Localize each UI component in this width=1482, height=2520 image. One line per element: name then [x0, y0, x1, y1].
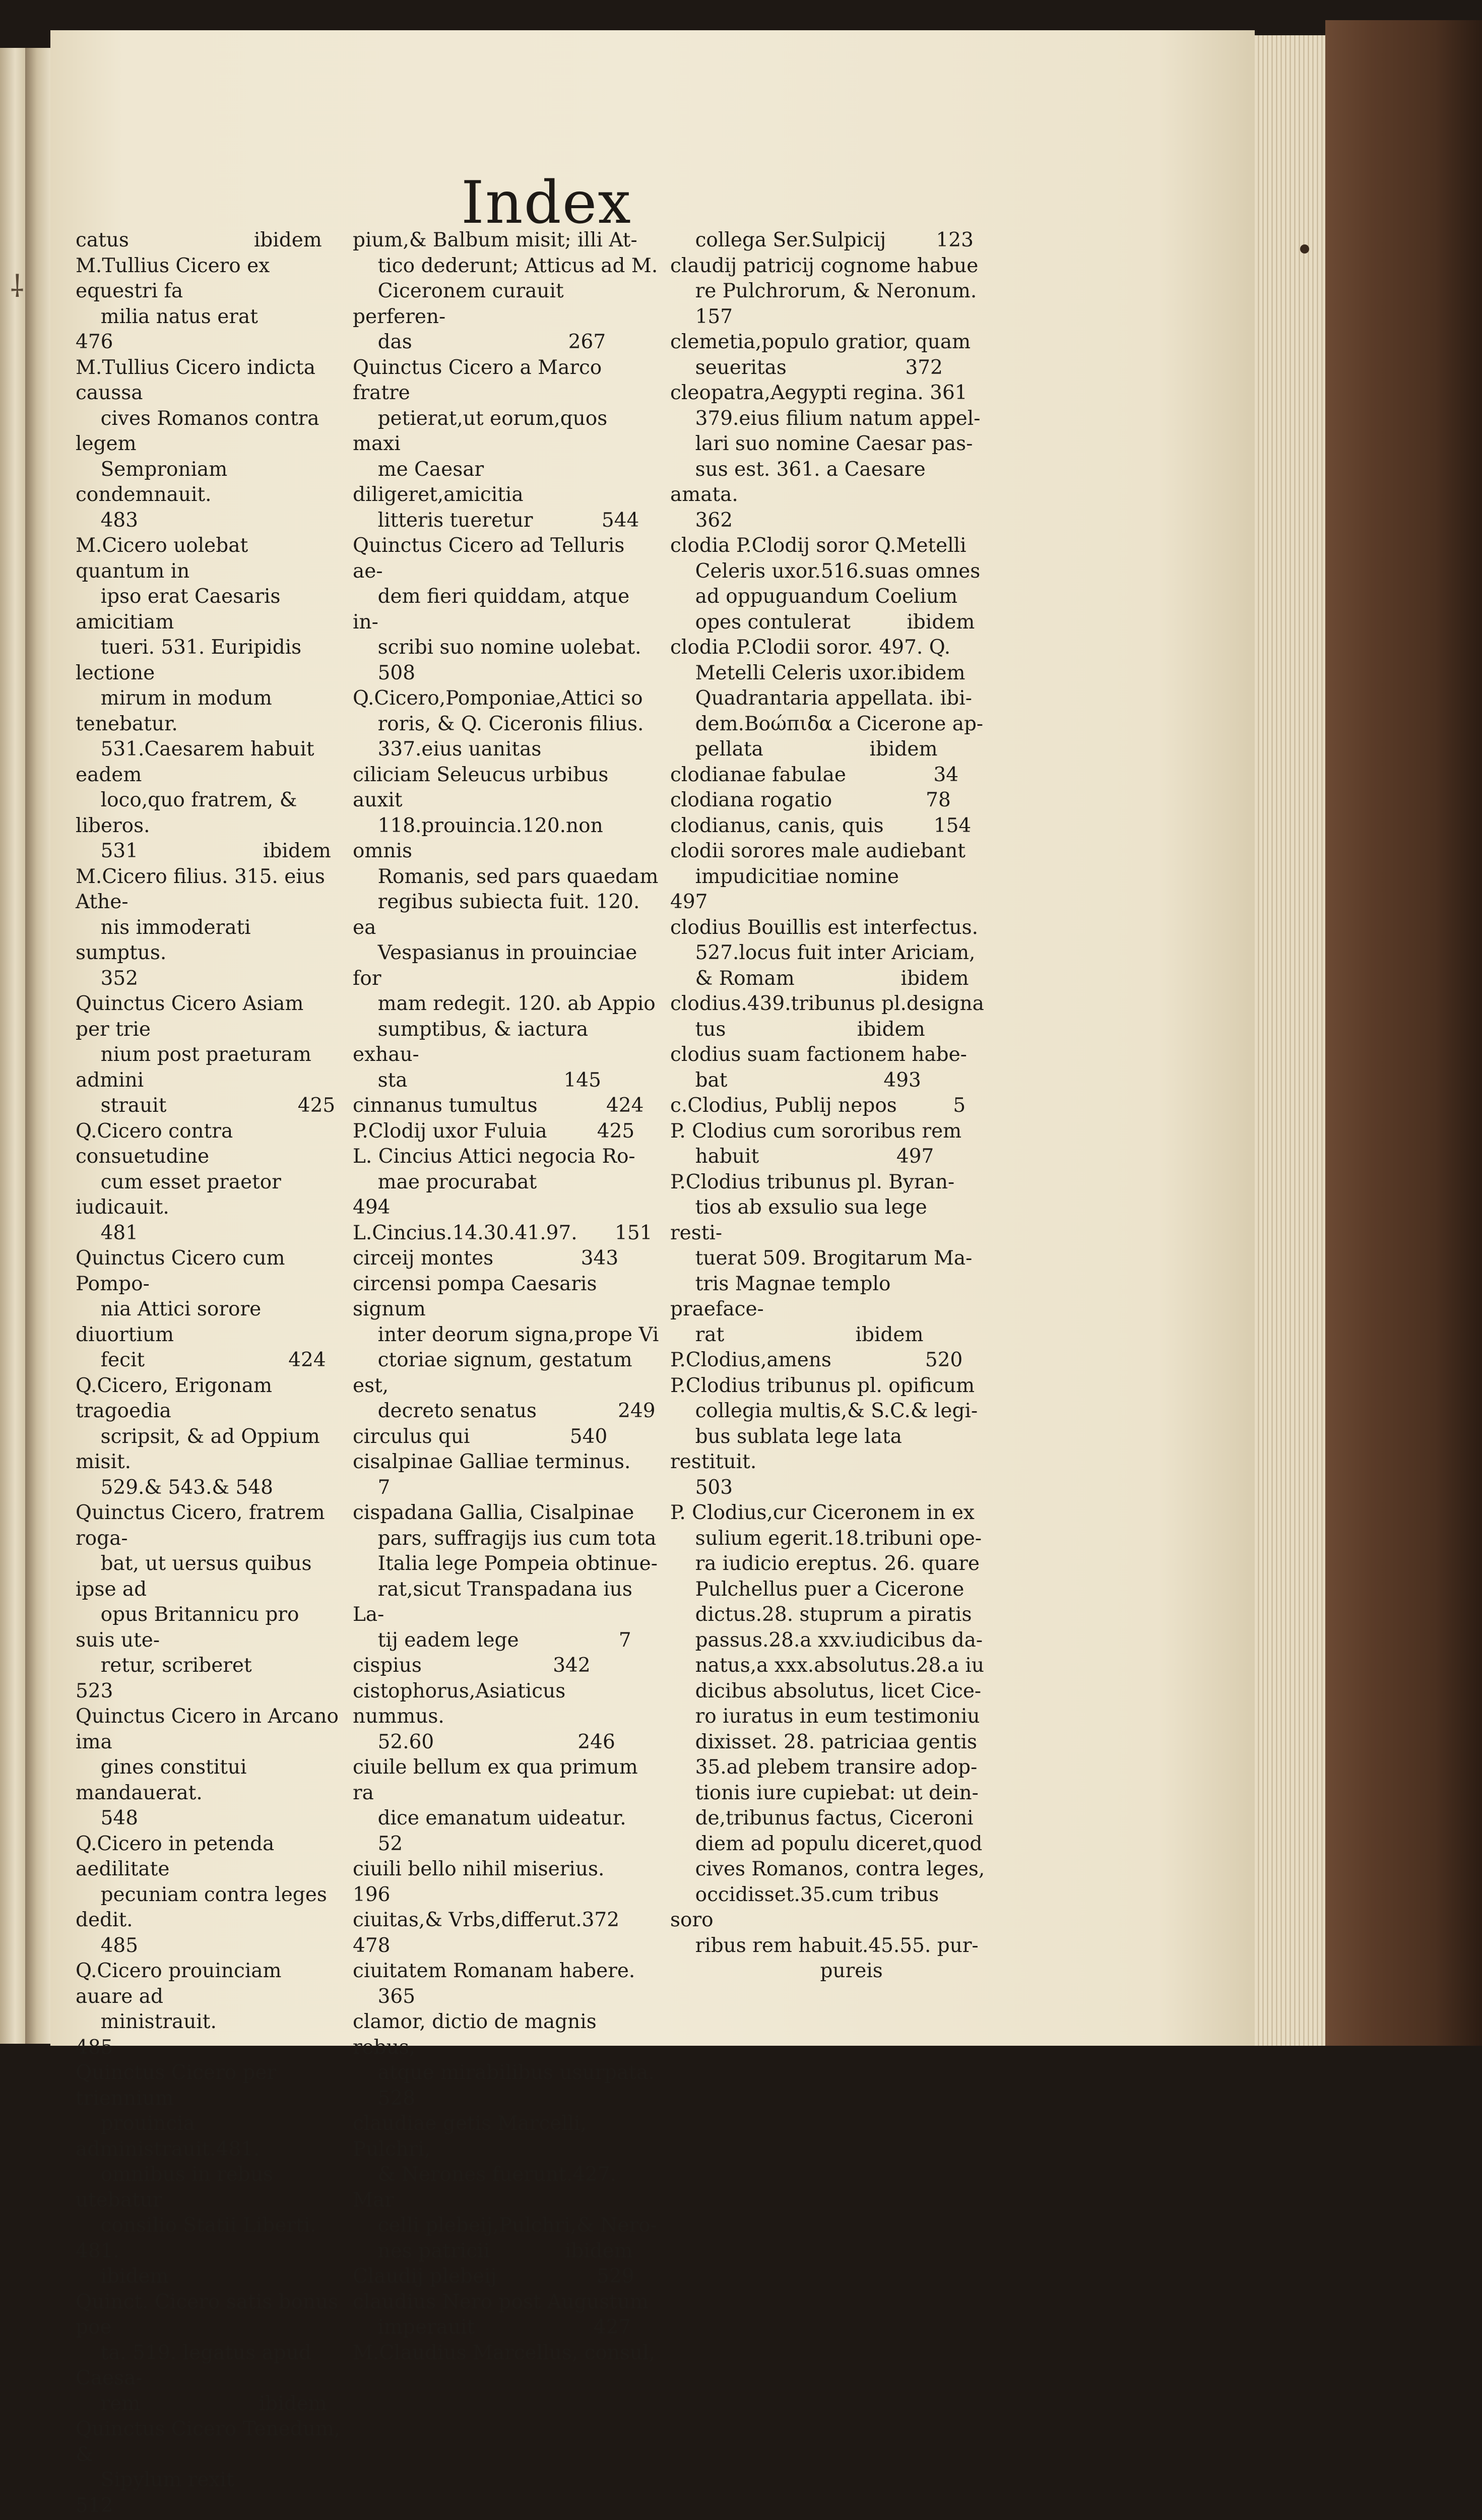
index-line: 548	[76, 1807, 139, 1830]
index-line: clodius Bouillis est interfectus.	[670, 916, 979, 939]
index-line: circeij montes 343	[353, 1247, 619, 1270]
index-line: 362	[670, 509, 733, 532]
index-line: ibidem	[76, 2265, 169, 2288]
index-line: cispadana Gallia, Cisalpinae	[353, 1501, 634, 1524]
index-line: nium post praeturam admini	[76, 1043, 318, 1092]
index-line: lari suo nomine Caesar pas-	[670, 432, 973, 455]
index-line: 528	[353, 2087, 416, 2110]
index-line: 503	[670, 1476, 733, 1499]
index-line: Quadrantaria appellata. ibi-	[670, 687, 972, 710]
left-page-edge	[0, 48, 25, 2044]
index-line: sta 145	[353, 1068, 601, 1092]
index-line: P. Clodius,cur Ciceronem in ex	[670, 1501, 975, 1524]
index-line: de,tribunus factus, Ciceroni	[670, 1807, 974, 1830]
index-line: pureis	[670, 1960, 883, 1982]
index-line: passus.28.a xxv.iudicibus da-	[670, 1628, 983, 1652]
index-line: mirum in modum tenebatur.	[76, 687, 279, 735]
index-line: loco,quo fratrem, & liberos.	[76, 789, 303, 837]
index-line: 379.eius filium natum appel-	[670, 407, 981, 430]
index-line: bus sublata lege lata restituit.	[670, 1425, 909, 1473]
index-line: sulium egerit.18.tribuni ope-	[670, 1527, 982, 1550]
index-line: scribi suo nomine uolebat.	[353, 636, 641, 659]
index-line: consilio Statii Liberti. 481.	[76, 2214, 323, 2262]
index-line: P.Clodius,amens 520	[670, 1349, 963, 1371]
index-line: celli plebeij,Pulchri,& Nero-	[353, 2214, 657, 2237]
index-line: 52	[353, 1832, 403, 1855]
page-title: Index	[461, 169, 632, 237]
index-line: opes contulerat ibidem	[670, 610, 975, 634]
index-line: Quinctus Cicero per triennium	[76, 2061, 283, 2110]
index-line: ipso erat Caesaris amicitiam	[76, 585, 287, 634]
index-line: rem ibidem	[76, 2392, 327, 2415]
index-line: L. Cincius Attici negocia Ro-	[353, 1145, 635, 1168]
index-line: dem.Βοώπιδα a Cicerone ap-	[670, 712, 984, 735]
index-line: 118.prouincia.120.non omnis	[353, 814, 610, 862]
index-line: clodii sorores male audiebant	[670, 840, 965, 862]
index-line: seueritas 372	[670, 356, 943, 379]
index-line: petierat,ut eorum,quos maxi	[353, 407, 614, 455]
index-line: P.Clodius tribunus pl. Byran-	[670, 1170, 955, 1193]
index-line: ciuile bellum ex qua primum ra	[353, 1756, 645, 1804]
index-line: tionis iure cupiebat: ut dein-	[670, 1781, 979, 1804]
index-line: Metelli Celeris uxor.ibidem	[670, 661, 965, 684]
index-line: nis immoderati sumptus.	[76, 916, 257, 964]
index-line: Quinctus Cicero ad Telluris ae-	[353, 534, 631, 583]
index-line: gines constitui mandauerat.	[76, 1756, 253, 1804]
index-line: circensi pompa Caesaris signum	[353, 1272, 603, 1320]
index-line: bat, ut uersus quibus ipse ad	[76, 1552, 318, 1601]
index-line: & Romam ibidem	[670, 967, 969, 990]
index-line: cives Romanos contra legem	[76, 407, 326, 455]
index-line: collegia multis,& S.C.& legi-	[670, 1400, 978, 1422]
index-line: clodia P.Clodij soror Q.Metelli	[670, 534, 966, 557]
index-line: omnibus in rebus utebatur	[76, 2163, 280, 2212]
index-line: tris Magnae templo praeface-	[670, 1272, 897, 1320]
index-line: fecit 424	[76, 1349, 326, 1371]
index-line: mae procurabat 494	[353, 1170, 624, 1219]
index-line: occidisset.35.cum tribus soro	[670, 1883, 945, 1931]
index-line: sumptibus, & iactura exhau-	[353, 1018, 595, 1066]
index-line: dice emanatum uideatur.	[353, 1807, 626, 1830]
index-line: Quinctus Cicero cum Pompo-	[76, 1247, 291, 1295]
index-line: rat ibidem	[670, 1323, 924, 1346]
index-line: M.Cicero uolebat quantum in	[76, 534, 254, 583]
index-line: circulus qui 540	[353, 1425, 608, 1448]
index-line: cispius 342	[353, 1654, 591, 1677]
index-line: ciuitatem Romanam habere.	[353, 1960, 635, 1982]
index-line: clamor, dictio de magnis rebus,	[353, 2010, 603, 2059]
index-line: pecuniam contra leges dedit.	[76, 1883, 334, 1931]
index-line: Ciceronem curauit perferen-	[353, 280, 570, 328]
index-line: pars, suffragijs ius cum tota	[353, 1527, 657, 1550]
index-line: pellata ibidem	[670, 738, 938, 761]
index-line: ro iuratus in eum testimoniu	[670, 1705, 980, 1728]
index-line: clodiana rogatio 78	[670, 789, 951, 811]
index-line: clodius suam factionem habe-	[670, 1043, 967, 1066]
index-line: milia natus erat 476	[76, 305, 333, 353]
index-line: retur, scriberet 523	[76, 1654, 327, 1703]
index-line: ctoriae signum, gestatum est,	[353, 1349, 639, 1397]
index-line: 531 ibidem	[76, 840, 331, 862]
index-line: re Pulchrorum, & Neronum.	[670, 280, 977, 302]
index-line: Celeris uxor.516.suas omnes	[670, 559, 981, 583]
index-line: atque mirabilibus usurpata.	[353, 2061, 655, 2084]
index-line: das 267	[353, 331, 606, 353]
index-line: 483	[76, 509, 139, 532]
index-line: Q.Cicero prouinciam auare ad	[76, 1960, 288, 2008]
index-line: cives Romanos, contra leges,	[670, 1858, 985, 1880]
index-line: claudiae getis Marcelli, Pulchri,	[353, 2112, 593, 2161]
index-line: clodianae fabulae 34	[670, 763, 959, 786]
index-line: tueri. 531. Euripidis lectione	[76, 636, 308, 684]
index-line: claudij patricij cognome habue	[670, 254, 979, 277]
index-line: impudicitiae nomine 497	[670, 865, 955, 913]
index-line: c.Clodius, Publij nepos 5	[670, 1094, 966, 1117]
index-line: P.Clodius tribunus pl. opificum	[670, 1374, 975, 1397]
index-line: ciuitas,& Vrbs,differut.372 478	[353, 1909, 626, 1957]
index-column-3	[670, 228, 985, 1984]
index-line: strauit 425	[76, 1094, 336, 1117]
index-line: Q.Cicero,Pomponiae,Attici so	[353, 687, 643, 710]
index-line: 7	[353, 1476, 391, 1499]
index-line: ciliciam Seleucus urbibus auxit	[353, 763, 615, 811]
index-line: Q.Cicero contra consuetudine	[76, 1119, 239, 1168]
index-line: roris, & Q. Ciceronis filius.	[353, 712, 644, 735]
index-line: diem ad populu diceret,quod	[670, 1832, 983, 1855]
index-line: nia Attici sorore diuortium	[76, 1298, 268, 1346]
index-line: Quinctus Cicero Asiam per trie	[76, 992, 310, 1041]
index-line: Q.Cicero, Erigonam tragoedia	[76, 1374, 279, 1422]
index-line: cleopatra,Aegypti regina. 361	[670, 382, 968, 404]
index-line: sus est. 361. a Caesare amata.	[670, 458, 932, 506]
index-line: tus ibidem	[670, 1018, 925, 1041]
index-line: Pulchellus puer a Cicerone	[670, 1578, 964, 1601]
index-line: M.Tullius Cicero indicta caussa	[76, 356, 322, 404]
index-line: dictus.28. stuprum a piratis	[670, 1603, 972, 1626]
index-column-2	[353, 228, 660, 2366]
index-line: rat,sicut Transpadana ius La-	[353, 1578, 639, 1626]
binding-dot	[1300, 244, 1309, 254]
index-line: ciuili bello nihil miserius. 196	[353, 1858, 623, 1906]
index-line: cisalpinae Galliae terminus.	[353, 1451, 631, 1473]
margin-mark: ⸸	[10, 269, 25, 304]
index-line: Romanis, sed pars quaedam	[353, 865, 659, 888]
index-line: clemetia,populo gratior, quam	[670, 331, 971, 353]
index-line: Italia lege Pompeia obtinue-	[353, 1552, 658, 1575]
index-line: inter deorum signa,prope Vi	[353, 1323, 659, 1346]
index-line: habuit 497	[670, 1145, 934, 1168]
index-line: dicibus absolutus, licet Cice-	[670, 1679, 982, 1703]
index-line: M.Claudius Marcellus, consul,	[353, 2341, 656, 2364]
index-line: tij eadem lege 7	[353, 1628, 631, 1652]
index-line: M.Tullius Cicero ex equestri fa	[76, 254, 276, 302]
index-column-1	[76, 228, 347, 2520]
index-line: decreto senatus 249	[353, 1400, 656, 1422]
index-line: M.Cicero filius. 315. eius Athe-	[76, 865, 332, 913]
index-line: natus,a xxx.absolutus.28.a iu	[670, 1654, 984, 1677]
index-line: dixisset. 28. patriciaa gentis	[670, 1730, 978, 1753]
index-line: imperauit 427	[353, 2316, 631, 2339]
index-line: tuerat 509. Brogitarum Ma-	[670, 1247, 973, 1270]
index-line: tico dederunt; Atticus ad M.	[353, 254, 658, 277]
index-line: 529.& 543.& 548	[76, 1476, 273, 1499]
index-line: 481	[76, 1221, 139, 1244]
index-line: cinnanus tumultus 424	[353, 1094, 644, 1117]
index-line: clodia P.Clodii soror. 497. Q.	[670, 636, 951, 659]
index-line: 35.ad plebem transire adop-	[670, 1756, 978, 1779]
index-line: ribus rem habuit.45.55. pur-	[670, 1934, 979, 1957]
index-line: Q.Cicero in petenda aedilitate	[76, 1832, 281, 1880]
index-line: 157	[670, 305, 733, 328]
index-line: catus ibidem	[76, 229, 322, 251]
index-line: prouincia administrauit.481.	[76, 2112, 260, 2161]
index-line: P. Clodius cum sororibus rem	[670, 1119, 962, 1143]
index-line: scripsit, & ad Oppium misit.	[76, 1425, 327, 1473]
index-line: ministrauit. 485	[76, 2010, 317, 2059]
index-line: Sipylum rexit 512	[76, 2469, 328, 2517]
index-line: 365	[353, 1985, 416, 2008]
index-line: Vespasianus in prouinciae for	[353, 941, 643, 990]
index-line: ad oppuguandum Coelium	[670, 585, 958, 608]
index-line: 527.locus fuit inter Ariciam,	[670, 941, 976, 964]
index-line: pium,& Balbum misit; illi At-	[353, 229, 637, 251]
index-line: litteris tueretur 544	[353, 509, 639, 532]
index-line: me Caesar diligeret,amicitia	[353, 458, 524, 506]
book-gutter	[25, 48, 51, 2044]
index-line: 337.eius uanitas	[353, 738, 542, 761]
index-line: Quinctus Cicero in Arcano ima	[76, 1705, 345, 1753]
index-line: 352	[76, 967, 139, 990]
index-line: cum esset praetor iudicauit.	[76, 1170, 288, 1219]
index-line: claudius Nero post Augustum	[353, 2290, 649, 2313]
index-line: Claudij plebeij 529	[353, 2265, 634, 2288]
index-line: P.Clodij uxor Fuluia 425	[353, 1119, 635, 1143]
index-line: 508	[353, 661, 416, 684]
index-line: 52.60 246	[353, 1730, 615, 1753]
index-line: Quinct. Cicero satis bonus poe	[76, 2290, 345, 2339]
index-line: & Nerones fuerunt.427. Mar	[353, 2163, 623, 2212]
index-line: tios ab exsulio sua lege resti-	[670, 1196, 934, 1244]
index-line: dem fieri quiddam, atque in-	[353, 585, 636, 634]
index-line: ra iudicio ereptus. 26. quare	[670, 1552, 980, 1575]
index-line: clodianus, canis, quis 154	[670, 814, 972, 837]
index-line: Quinctus Cicero a Marco fratre	[353, 356, 608, 404]
index-line: clodius.439.tribunus pl.designa	[670, 992, 984, 1015]
leather-cover	[1325, 20, 1482, 2046]
index-line: 531.Caesarem habuit eadem	[76, 738, 320, 786]
index-line: opus Britannicu pro suis ute-	[76, 1603, 305, 1652]
index-line: mam redegit. 120. ab Appio	[353, 992, 656, 1015]
index-line: Quinctus Cicero Tenedum, &	[76, 2418, 347, 2466]
index-line: bat 493	[670, 1068, 921, 1092]
index-line: ta. 519. legatus apud Caesa-	[76, 2341, 318, 2389]
index-line	[76, 2518, 343, 2520]
index-line: nes patricii ibidem	[353, 2239, 633, 2262]
index-line: cistophorus,Asiaticus nummus.	[353, 1679, 572, 1728]
page-fore-edge	[1255, 35, 1325, 2046]
index-line: regibus subiecta fuit. 120. ea	[353, 891, 646, 939]
index-line: Quinctus Cicero, fratrem roga-	[76, 1501, 331, 1550]
index-line: 485	[76, 1934, 139, 1957]
index-line: collega Ser.Sulpicij 123	[670, 229, 974, 251]
index-line: L.Cincius.14.30.41.97. 151	[353, 1221, 653, 1244]
index-line: Semproniam condemnauit.	[76, 458, 234, 506]
